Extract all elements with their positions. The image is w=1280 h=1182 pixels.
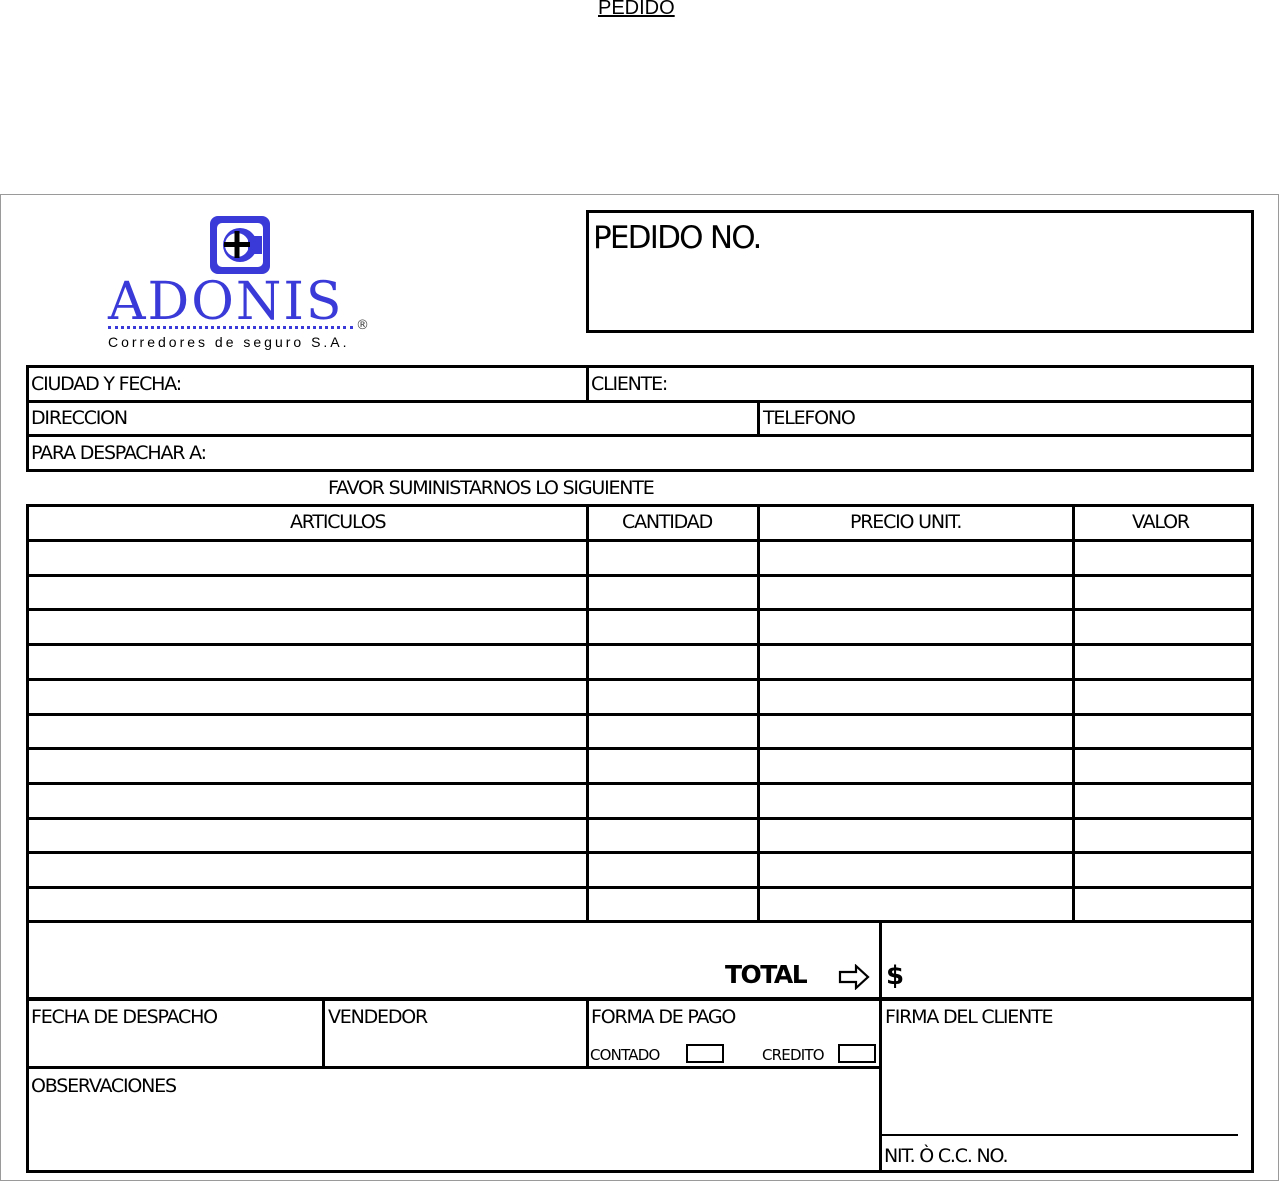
total-label: TOTAL (725, 960, 807, 989)
arrow-right-icon (838, 964, 870, 990)
table-row-line (26, 574, 1254, 577)
header-valor: VALOR (1132, 511, 1189, 533)
client-signature-field[interactable]: FIRMA DEL CLIENTE (885, 1006, 1053, 1028)
table-row-line (26, 886, 1254, 889)
header-articulos: ARTICULOS (290, 511, 386, 533)
dispatch-date-field[interactable]: FECHA DE DESPACHO (31, 1006, 217, 1028)
table-row-line (26, 817, 1254, 820)
instruction-text: FAVOR SUMINISTARNOS LO SIGUIENTE (328, 477, 654, 499)
city-date-field[interactable]: CIUDAD Y FECHA: (31, 373, 181, 395)
header-precio-unit: PRECIO UNIT. (850, 511, 962, 533)
dispatch-to-field[interactable]: PARA DESPACHAR A: (31, 442, 206, 464)
phone-field[interactable]: TELEFONO (763, 407, 855, 429)
company-tagline: Corredores de seguro S.A. (108, 334, 350, 350)
credit-checkbox[interactable] (838, 1044, 876, 1063)
company-name: ADONIS (108, 272, 344, 332)
order-number-label: PEDIDO NO. (593, 220, 761, 256)
header-cantidad: CANTIDAD (622, 511, 713, 533)
table-row-line (26, 678, 1254, 681)
registered-mark: ® (356, 318, 369, 333)
cash-label: CONTADO (590, 1046, 660, 1064)
address-field[interactable]: DIRECCION (31, 407, 127, 429)
document-title: PEDIDO (598, 0, 675, 19)
table-row-line (26, 539, 1254, 542)
payment-method-label: FORMA DE PAGO (591, 1006, 736, 1028)
credit-label: CREDITO (762, 1046, 824, 1064)
table-row-line (26, 643, 1254, 646)
company-logo (100, 210, 380, 355)
currency-symbol: $ (886, 961, 903, 991)
nit-field[interactable]: NIT. Ò C.C. NO. (884, 1145, 1008, 1167)
table-row-line (26, 851, 1254, 854)
cash-checkbox[interactable] (686, 1044, 724, 1063)
observations-field[interactable]: OBSERVACIONES (31, 1075, 176, 1097)
client-field[interactable]: CLIENTE: (591, 373, 668, 395)
table-row-line (26, 782, 1254, 785)
table-row-line (26, 747, 1254, 750)
seller-field[interactable]: VENDEDOR (328, 1006, 428, 1028)
table-row-line (26, 608, 1254, 611)
dotted-rule (108, 326, 353, 329)
table-row-line (26, 713, 1254, 716)
total-row (26, 920, 1254, 1001)
